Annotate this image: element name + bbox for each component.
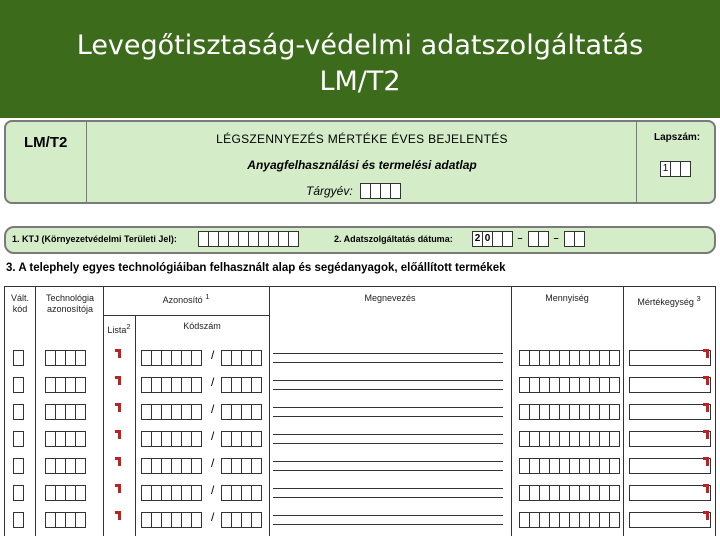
name-field[interactable] (273, 524, 503, 525)
code-suffix-boxes[interactable] (221, 403, 261, 421)
code-separator: / (211, 402, 215, 416)
unit-field[interactable] (629, 511, 710, 529)
technology-id-boxes[interactable] (45, 484, 85, 502)
header-technology: Technológia azonosítója (45, 293, 95, 314)
section3-title: 3. A telephely egyes technológiáiban felhasznált alap és segédanyagok, előállított termékek (6, 262, 506, 274)
ktj-label: 1. KTJ (Környezetvédelmi Területi Jel): (12, 234, 177, 244)
code-separator: / (211, 348, 215, 362)
code-suffix-boxes[interactable] (221, 376, 261, 394)
change-code-box[interactable] (13, 403, 23, 421)
page-number-digit: 1 (660, 161, 671, 177)
page-number-boxes[interactable] (660, 160, 690, 178)
unit-field[interactable] (629, 430, 710, 448)
name-field[interactable] (273, 497, 503, 498)
form-subtitle: Anyagfelhasználási és termelési adatlap (247, 158, 477, 172)
code-suffix-boxes[interactable] (221, 349, 261, 367)
header-identifier: Azonosító $^1$ (162, 292, 210, 305)
header-code: Vált. kód (10, 293, 29, 314)
list-marker[interactable] (115, 430, 121, 439)
technology-id-boxes[interactable] (45, 349, 85, 367)
table-row (5, 345, 715, 367)
unit-field[interactable] (629, 457, 710, 475)
unit-marker (703, 349, 709, 358)
list-marker[interactable] (115, 511, 121, 520)
change-code-box[interactable] (13, 430, 23, 448)
header-code-number: Kódszám (183, 321, 221, 331)
name-field[interactable] (273, 443, 503, 444)
code-number-boxes[interactable] (141, 376, 201, 394)
code-separator: / (211, 456, 215, 470)
change-code-box[interactable] (13, 457, 23, 475)
date-label: 2. Adatszolgáltatás dátuma: (334, 234, 453, 244)
technology-id-boxes[interactable] (45, 403, 85, 421)
identification-bar (4, 226, 716, 254)
code-suffix-boxes[interactable] (221, 457, 261, 475)
code-number-boxes[interactable] (141, 403, 201, 421)
table-row (5, 426, 715, 448)
list-marker[interactable] (115, 484, 121, 493)
change-code-box[interactable] (13, 484, 23, 502)
quantity-boxes[interactable] (519, 484, 619, 502)
code-separator: / (211, 375, 215, 389)
year-input-boxes[interactable] (360, 182, 400, 200)
technology-id-boxes[interactable] (45, 430, 85, 448)
table-row (5, 372, 715, 394)
quantity-boxes[interactable] (519, 403, 619, 421)
form-title: LÉGSZENNYEZÉS MÉRTÉKE ÉVES BEJELENTÉS (216, 132, 508, 146)
materials-table (4, 286, 716, 536)
date-input-boxes[interactable] (472, 231, 584, 247)
header-quantity: Mennyiség (545, 293, 589, 303)
table-row (5, 507, 715, 529)
date-separator: – (517, 233, 523, 244)
change-code-box[interactable] (13, 376, 23, 394)
list-marker[interactable] (115, 403, 121, 412)
code-number-boxes[interactable] (141, 484, 201, 502)
unit-field[interactable] (629, 484, 710, 502)
list-marker[interactable] (115, 349, 121, 358)
quantity-boxes[interactable] (519, 376, 619, 394)
code-suffix-boxes[interactable] (221, 511, 261, 529)
quantity-boxes[interactable] (519, 349, 619, 367)
name-field[interactable] (273, 470, 503, 471)
quantity-boxes[interactable] (519, 430, 619, 448)
change-code-box[interactable] (13, 511, 23, 529)
list-marker[interactable] (115, 457, 121, 466)
code-number-boxes[interactable] (141, 430, 201, 448)
banner-title-line2: LM/T2 (319, 66, 401, 97)
code-separator: / (211, 483, 215, 497)
year-label: Tárgyév: (306, 184, 353, 198)
table-row (5, 453, 715, 475)
technology-id-boxes[interactable] (45, 376, 85, 394)
name-field[interactable] (273, 389, 503, 390)
unit-marker (703, 484, 709, 493)
technology-id-boxes[interactable] (45, 511, 85, 529)
header-list: Lista$^2$ (107, 322, 131, 335)
date-digit: 2 (472, 231, 483, 247)
technology-id-boxes[interactable] (45, 457, 85, 475)
title-banner (0, 0, 720, 118)
code-number-boxes[interactable] (141, 511, 201, 529)
change-code-box[interactable] (13, 349, 23, 367)
unit-marker (703, 376, 709, 385)
page-number-label: Lapszám: (654, 132, 701, 143)
unit-marker (703, 430, 709, 439)
header-name: Megnevezés (364, 293, 416, 303)
list-marker[interactable] (115, 376, 121, 385)
name-field[interactable] (273, 362, 503, 363)
form-header-panel (4, 120, 716, 204)
unit-marker (703, 403, 709, 412)
table-row (5, 399, 715, 421)
code-separator: / (211, 429, 215, 443)
table-row (5, 480, 715, 502)
unit-marker (703, 511, 709, 520)
date-separator: – (553, 233, 559, 244)
code-number-boxes[interactable] (141, 457, 201, 475)
form-code: LM/T2 (24, 134, 68, 151)
unit-field[interactable] (629, 349, 710, 367)
code-suffix-boxes[interactable] (221, 430, 261, 448)
code-suffix-boxes[interactable] (221, 484, 261, 502)
unit-field[interactable] (629, 376, 710, 394)
quantity-boxes[interactable] (519, 457, 619, 475)
banner-title-line1: Levegőtisztaság-védelmi adatszolgáltatás (76, 30, 644, 61)
unit-field[interactable] (629, 403, 710, 421)
ktj-input-boxes[interactable] (198, 231, 298, 247)
unit-marker (703, 457, 709, 466)
code-number-boxes[interactable] (141, 349, 201, 367)
divider (86, 122, 87, 202)
divider (636, 122, 637, 202)
name-field[interactable] (273, 416, 503, 417)
quantity-boxes[interactable] (519, 511, 619, 529)
date-digit: 0 (482, 231, 493, 247)
header-unit: Mértékegység $^3$ (637, 294, 701, 307)
code-separator: / (211, 510, 215, 524)
